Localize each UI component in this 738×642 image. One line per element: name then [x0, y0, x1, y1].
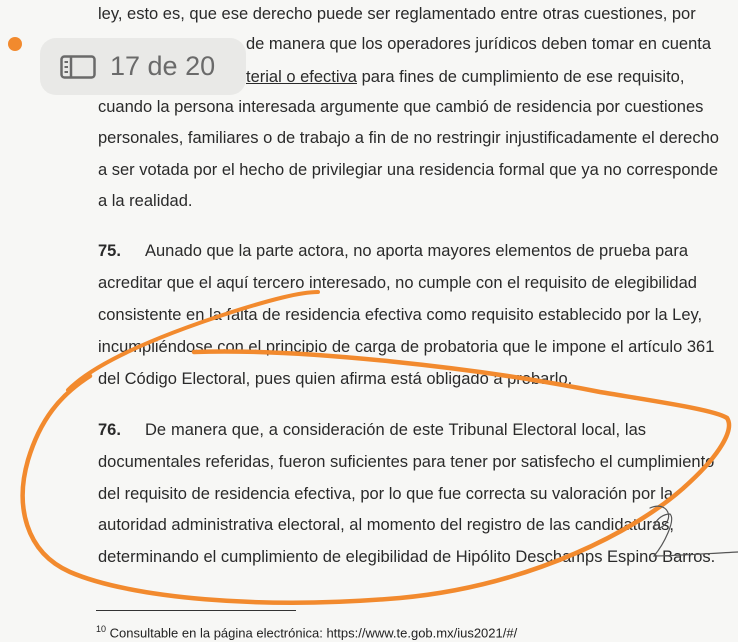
body-line: cuando la persona interesada argumente que cambió de residencia por cuestiones [98, 98, 704, 116]
signature-scribble [650, 506, 738, 556]
sidebar-panel-icon[interactable] [60, 55, 96, 79]
page-indicator-text: 17 de 20 [110, 51, 216, 81]
paragraph-75-line-2: acreditar que el aquí tercero interesado, no cumple con el requisito de elegibilidad [98, 274, 697, 292]
body-line: a la realidad. [98, 192, 193, 210]
annotation-stroke-upper [68, 292, 318, 390]
paragraph-number: 75. [98, 242, 121, 260]
body-line: de manera que los operadores jurídicos deben tomar en cuenta [246, 35, 712, 53]
footnote-text: Consultable en la página electrónica: https://www.te.gob.mx/ius2021/#/ [106, 625, 518, 641]
underlined-text: terial o efectiva [246, 68, 357, 86]
paragraph-number: 76. [98, 421, 121, 439]
paragraph-75-line-3: consistente en la falta de residencia efectiva como requisito establecido por la Ley, [98, 306, 703, 324]
annotation-loop [23, 376, 729, 603]
paragraph-75-line-5: del Código Electoral, pues quien afirma está obligado a probarlo. [98, 370, 573, 388]
paragraph-76-line-5: determinando el cumplimiento de elegibilidad de Hipólito Deschamps Espino Barros. [98, 548, 716, 566]
annotation-stroke-top [194, 351, 727, 418]
body-line: a ser votada por el hecho de privilegiar una residencia formal que ya no corresponde [98, 161, 719, 179]
body-text: para fines de cumplimiento de ese requisito, [356, 68, 685, 86]
paragraph-76-line-3: del requisito de residencia efectiva, por lo que fue correcta su valoración por la [98, 485, 674, 503]
body-text: De manera que, a consideración de este Tribunal Electoral local, las [145, 421, 646, 439]
footnote-mark: 10 [96, 624, 107, 634]
paragraph-75-line-4: incumpliéndose con el principio de carga de probatoria que le impone el artículo 361 [98, 338, 715, 356]
page-indicator-badge[interactable] [40, 38, 246, 95]
body-line: personales, familiares o de trabajo a fin de no restringir injustificadamente el derecho [98, 129, 719, 147]
body-line: ley, esto es, que ese derecho puede ser reglamentado entre otras cuestiones, por [98, 5, 696, 23]
paragraph-76-line-4: autoridad administrativa electoral, al momento del registro de las candidaturas, [98, 516, 674, 534]
paragraph-76-line-2: documentales referidas, fueron suficientes para tener por satisfecho el cumplimiento [98, 453, 715, 471]
body-text: Aunado que la parte actora, no aporta mayores elementos de prueba para [145, 242, 689, 260]
